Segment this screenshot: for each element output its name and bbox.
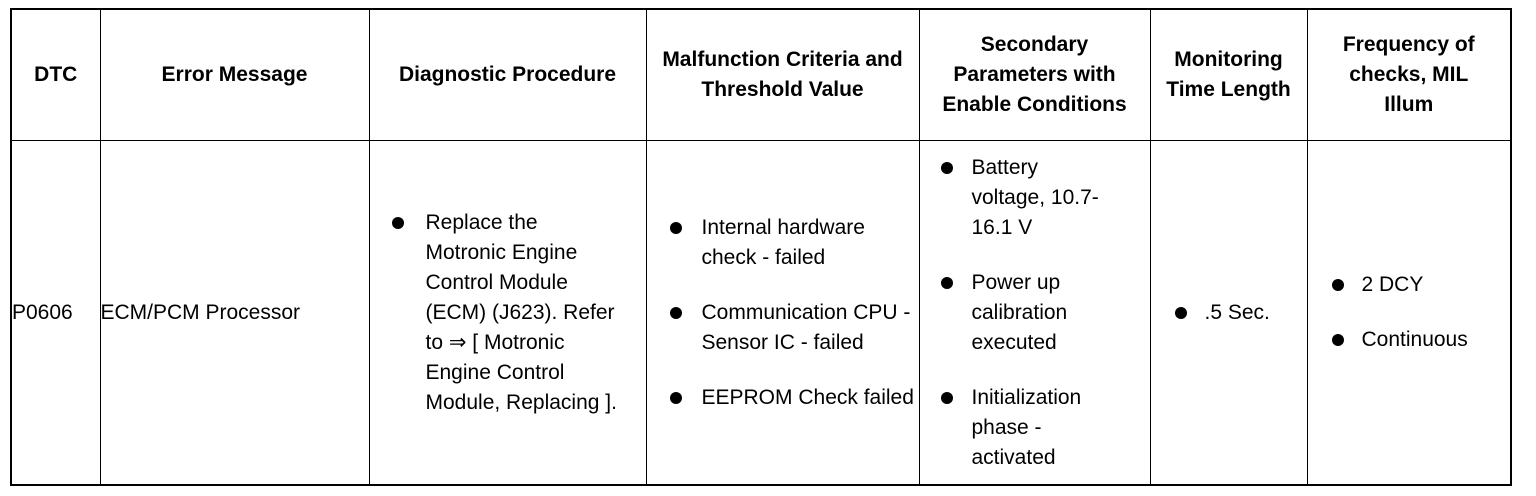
cell-malfunction-criteria — [646, 141, 919, 486]
header-error-message: Error Message — [100, 9, 369, 141]
header-secondary-parameters: Secondary Parameters with Enable Conditions — [919, 9, 1150, 141]
monitoring-time-list — [1151, 298, 1307, 328]
cell-dtc: P0606 — [11, 141, 100, 486]
header-frequency: Frequency of checks, MIL Illum — [1307, 9, 1511, 141]
cell-monitoring-time — [1150, 141, 1307, 486]
frequency-list — [1308, 270, 1511, 355]
list-item: Internal hardware check - failed — [702, 213, 919, 273]
list-item: Continuous — [1362, 325, 1511, 355]
list-item: Replace the Motronic Engine Control Module (ECM) (J623). Refer to ⇒ [ Motronic Engine Control Module, Replacing ]. — [426, 208, 646, 418]
list-item: EEPROM Check failed — [702, 383, 919, 413]
cell-frequency — [1307, 141, 1511, 486]
malfunction-criteria-list — [647, 213, 919, 413]
list-item: Initialization phase - activated — [972, 383, 1150, 473]
list-item: .5 Sec. — [1205, 298, 1307, 328]
cell-error-message: ECM/PCM Processor — [100, 141, 369, 486]
header-diagnostic-procedure: Diagnostic Procedure — [369, 9, 646, 141]
cell-diagnostic-procedure — [369, 141, 646, 486]
table-row — [11, 141, 1511, 486]
secondary-parameters-list — [920, 153, 1150, 473]
list-item: Power up calibration executed — [972, 268, 1150, 358]
list-item: 2 DCY — [1362, 270, 1511, 300]
header-dtc: DTC — [11, 9, 100, 141]
cell-secondary-parameters — [919, 141, 1150, 486]
header-malfunction-criteria: Malfunction Criteria and Threshold Value — [646, 9, 919, 141]
list-item: Battery voltage, 10.7-16.1 V — [972, 153, 1150, 243]
header-row — [11, 9, 1511, 141]
dtc-table — [10, 8, 1512, 486]
diagnostic-procedure-list — [370, 208, 646, 418]
list-item: Communication CPU - Sensor IC - failed — [702, 298, 919, 358]
header-monitoring-time: Monitoring Time Length — [1150, 9, 1307, 141]
